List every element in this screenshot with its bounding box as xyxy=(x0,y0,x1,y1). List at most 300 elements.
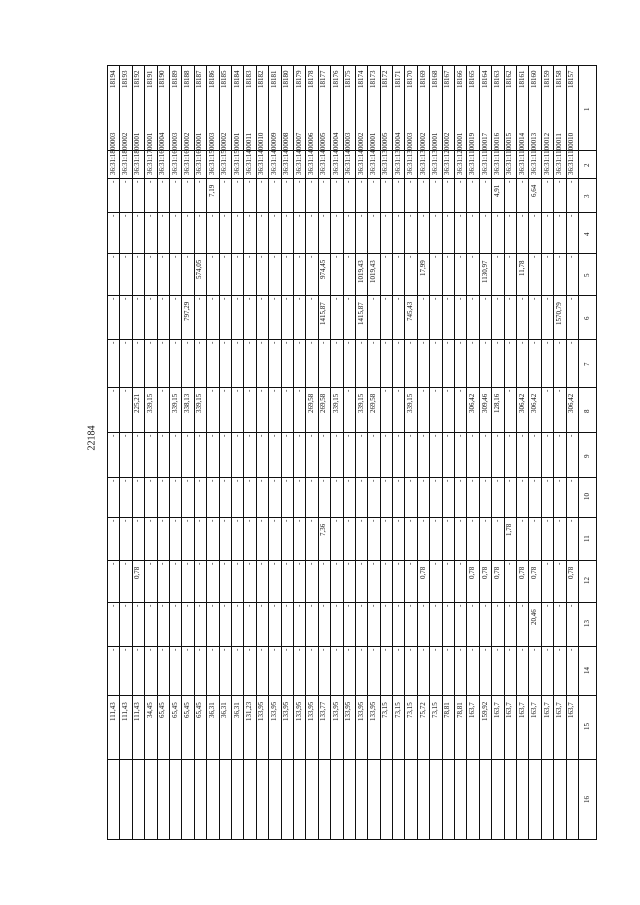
table-cell-text: - xyxy=(455,562,464,565)
table-cell-text: 78,81 xyxy=(443,701,452,718)
table-cell-text: - xyxy=(430,389,439,392)
table-cell-text: - xyxy=(183,214,192,217)
table-cell-text: - xyxy=(170,341,179,344)
table-cell-text: - xyxy=(430,341,439,344)
table-cell-text: - xyxy=(232,255,241,258)
table-cell-text: - xyxy=(158,255,167,258)
table-cell-text: - xyxy=(443,562,452,565)
table-gridline xyxy=(516,65,517,840)
table-cell-text: - xyxy=(443,648,452,651)
table-cell-text: 18188 xyxy=(183,70,192,88)
table-cell-text: - xyxy=(554,180,563,183)
table-cell-text: - xyxy=(418,389,427,392)
table-cell-text: - xyxy=(368,297,377,300)
table-cell-text: 225,21 xyxy=(133,394,142,414)
table-cell-text: 18167 xyxy=(443,70,452,88)
table-cell-text: - xyxy=(220,255,229,258)
table-cell-text: - xyxy=(319,341,328,344)
table-cell-text: 36:31:1400007 xyxy=(294,132,303,175)
table-cell-text: - xyxy=(207,562,216,565)
table-cell-text: - xyxy=(145,341,154,344)
table-cell-text: - xyxy=(195,479,204,482)
table-cell-text: - xyxy=(468,479,477,482)
table-cell-text: - xyxy=(344,648,353,651)
table-gridline xyxy=(169,65,170,840)
table-gridline xyxy=(429,65,430,840)
table-cell-text: - xyxy=(530,434,539,437)
table-cell-text: - xyxy=(108,562,117,565)
table-cell-text: - xyxy=(542,479,551,482)
table-cell-text: - xyxy=(430,604,439,607)
table-cell-text: 18189 xyxy=(170,70,179,88)
table-cell-text: - xyxy=(170,562,179,565)
table-cell-text: - xyxy=(207,297,216,300)
table-cell-text: - xyxy=(542,297,551,300)
table-cell-text: - xyxy=(344,479,353,482)
table-gridline xyxy=(243,65,244,840)
table-cell-text: - xyxy=(195,341,204,344)
table-cell-text: - xyxy=(183,341,192,344)
table-cell-text: - xyxy=(430,562,439,565)
table-cell-text: 36:31:1400008 xyxy=(282,132,291,175)
column-header-text: 1 xyxy=(582,107,591,111)
table-cell-text: - xyxy=(245,562,254,565)
table-cell-text: - xyxy=(170,519,179,522)
table-cell-text: 1130,97 xyxy=(480,260,489,284)
table-cell-text: - xyxy=(344,562,353,565)
table-cell-text: - xyxy=(133,255,142,258)
table-cell-text: 36:31:1200002 xyxy=(443,132,452,175)
table-cell-text: - xyxy=(554,648,563,651)
table-cell-text: 65,45 xyxy=(170,701,179,718)
table-cell-text: - xyxy=(468,434,477,437)
table-cell-text: - xyxy=(381,479,390,482)
table-cell-text: - xyxy=(145,519,154,522)
table-cell-text: - xyxy=(468,519,477,522)
table-cell-text: - xyxy=(344,519,353,522)
table-cell-text: - xyxy=(207,341,216,344)
table-gridline xyxy=(454,65,455,840)
table-cell-text: 18162 xyxy=(505,70,514,88)
table-cell-text: - xyxy=(195,604,204,607)
table-cell-text: - xyxy=(406,604,415,607)
table-cell-text: 18193 xyxy=(121,70,130,88)
table-cell-text: 18175 xyxy=(344,70,353,88)
table-cell-text: 36:31:1100017 xyxy=(480,132,489,175)
table-cell-text: - xyxy=(245,604,254,607)
table-cell-text: 34,45 xyxy=(145,701,154,718)
table-cell-text: - xyxy=(269,255,278,258)
table-cell-text: - xyxy=(232,648,241,651)
table-cell-text: - xyxy=(381,297,390,300)
table-gridline xyxy=(231,65,232,840)
table-cell-text: - xyxy=(207,519,216,522)
table-cell-text: - xyxy=(133,434,142,437)
table-cell-text: 163,7 xyxy=(554,701,563,718)
table-cell-text: 306,42 xyxy=(468,394,477,414)
table-cell-text: - xyxy=(542,214,551,217)
table-cell-text: - xyxy=(133,214,142,217)
table-cell-text: - xyxy=(294,648,303,651)
table-cell-text: - xyxy=(542,341,551,344)
table-cell-text: - xyxy=(393,341,402,344)
table-cell-text: - xyxy=(530,214,539,217)
table-cell-text: - xyxy=(121,479,130,482)
table-cell-text: - xyxy=(282,214,291,217)
table-cell-text: 36:31:1600002 xyxy=(183,132,192,175)
table-cell-text: 339,15 xyxy=(406,394,415,414)
table-cell-text: - xyxy=(443,297,452,300)
table-cell-text: 36:31:1400005 xyxy=(319,132,328,175)
table-cell-text: - xyxy=(294,434,303,437)
table-cell-text: - xyxy=(232,434,241,437)
table-cell-text: 18184 xyxy=(232,70,241,88)
table-cell-text: - xyxy=(381,341,390,344)
table-cell-text: - xyxy=(331,479,340,482)
table-cell-text: - xyxy=(183,255,192,258)
table-cell-text: 18194 xyxy=(108,70,117,88)
table-cell-text: 159,92 xyxy=(480,702,489,722)
table-gridline xyxy=(596,65,597,840)
table-cell-text: - xyxy=(183,180,192,183)
table-cell-text: - xyxy=(554,434,563,437)
table-cell-text: - xyxy=(418,297,427,300)
table-cell-text: 133,95 xyxy=(368,702,377,722)
table-cell-text: - xyxy=(344,434,353,437)
table-cell-text: - xyxy=(269,389,278,392)
table-cell-text: - xyxy=(121,297,130,300)
table-cell-text: 36:31:1400010 xyxy=(257,132,266,175)
table-cell-text: 36:31:1300001 xyxy=(430,132,439,175)
table-cell-text: - xyxy=(505,255,514,258)
table-cell-text: - xyxy=(455,297,464,300)
table-cell-text: - xyxy=(245,214,254,217)
table-cell-text: - xyxy=(195,180,204,183)
table-cell-text: 6,64 xyxy=(530,184,539,197)
table-cell-text: - xyxy=(492,341,501,344)
table-cell-text: - xyxy=(319,434,328,437)
table-cell-text: - xyxy=(269,434,278,437)
table-cell-text: - xyxy=(207,255,216,258)
table-cell-text: - xyxy=(517,180,526,183)
table-cell-text: - xyxy=(542,648,551,651)
table-cell-text: - xyxy=(307,341,315,344)
table-cell-text: - xyxy=(554,519,563,522)
table-cell-text: - xyxy=(195,648,204,651)
table-cell-text: - xyxy=(294,341,303,344)
table-cell-text: - xyxy=(232,297,241,300)
table-cell-text: 339,15 xyxy=(170,394,179,414)
table-cell-text: 36:31:1100019 xyxy=(468,132,477,175)
table-cell-text: - xyxy=(282,341,291,344)
table-cell-text: - xyxy=(269,604,278,607)
table-cell-text: - xyxy=(356,519,365,522)
table-cell-text: - xyxy=(356,341,365,344)
table-cell-text: 36:31:1100012 xyxy=(542,132,551,175)
table-gridline xyxy=(404,65,405,840)
table-cell-text: - xyxy=(356,648,365,651)
table-cell-text: 73,15 xyxy=(406,701,415,718)
table-cell-text: - xyxy=(195,519,204,522)
table-cell-text: 36:31:1400001 xyxy=(368,132,377,175)
table-cell-text: - xyxy=(220,648,229,651)
table-gridline xyxy=(392,65,393,840)
table-cell-text: - xyxy=(145,604,154,607)
column-header-text: 15 xyxy=(582,723,591,730)
table-cell-text: - xyxy=(542,255,551,258)
table-cell-text: - xyxy=(530,519,539,522)
table-cell-text: - xyxy=(455,341,464,344)
table-gridline xyxy=(268,65,269,840)
table-cell-text: - xyxy=(480,519,489,522)
table-cell-text: - xyxy=(530,341,539,344)
table-cell-text: - xyxy=(121,255,130,258)
table-cell-text: 1570,79 xyxy=(554,302,563,326)
table-cell-text: - xyxy=(121,180,130,183)
table-cell-text: - xyxy=(480,604,489,607)
table-cell-text: 128,16 xyxy=(492,394,501,414)
table-cell-text: - xyxy=(121,562,130,565)
table-cell-text: - xyxy=(455,519,464,522)
table-cell-text: - xyxy=(282,604,291,607)
page-number-text: 22184 xyxy=(86,425,98,451)
table-cell-text: - xyxy=(257,434,266,437)
table-cell-text: 36:31:1100010 xyxy=(567,132,576,175)
table-cell-text: - xyxy=(307,180,315,183)
table-cell-text: - xyxy=(170,604,179,607)
table-cell-text: - xyxy=(368,434,377,437)
table-cell-text: 18177 xyxy=(319,70,328,88)
table-cell-text: - xyxy=(567,255,576,258)
table-cell-text: - xyxy=(368,562,377,565)
table-cell-text: - xyxy=(245,389,254,392)
table-cell-text: - xyxy=(294,604,303,607)
table-cell-text: - xyxy=(269,648,278,651)
table-cell-text: 133,95 xyxy=(282,702,291,722)
column-header-text: 9 xyxy=(582,454,591,458)
table-cell-text: - xyxy=(468,255,477,258)
table-cell-text: - xyxy=(331,297,340,300)
table-cell-text: - xyxy=(406,180,415,183)
table-cell-text: - xyxy=(468,341,477,344)
table-cell-text: - xyxy=(145,297,154,300)
table-cell-text: - xyxy=(554,479,563,482)
table-cell-text: 36:31:1500001 xyxy=(232,132,241,175)
table-cell-text: - xyxy=(554,214,563,217)
table-cell-text: - xyxy=(480,180,489,183)
table-cell-text: - xyxy=(443,180,452,183)
table-cell-text: - xyxy=(269,297,278,300)
table-cell-text: - xyxy=(430,479,439,482)
table-cell-text: 36,31 xyxy=(220,701,229,718)
table-cell-text: - xyxy=(418,341,427,344)
table-cell-text: 133,95 xyxy=(294,702,303,722)
table-cell-text: 18190 xyxy=(158,70,167,88)
table-cell-text: - xyxy=(393,604,402,607)
table-cell-text: - xyxy=(542,389,551,392)
table-cell-text: - xyxy=(282,648,291,651)
table-cell-text: - xyxy=(158,562,167,565)
table-cell-text: - xyxy=(245,297,254,300)
table-cell-text: - xyxy=(145,255,154,258)
table-cell-text: - xyxy=(145,479,154,482)
table-cell-text: - xyxy=(257,297,266,300)
table-cell-text: - xyxy=(294,297,303,300)
table-cell-text: 18170 xyxy=(406,70,415,88)
table-cell-text: - xyxy=(183,519,192,522)
table-cell-text: 163,7 xyxy=(468,701,477,718)
table-cell-text: - xyxy=(455,180,464,183)
table-cell-text: - xyxy=(158,479,167,482)
table-cell-text: - xyxy=(368,214,377,217)
table-cell-text: - xyxy=(108,519,117,522)
table-cell-text: - xyxy=(331,604,340,607)
table-cell-text: - xyxy=(480,297,489,300)
table-cell-text: - xyxy=(480,341,489,344)
table-gridline xyxy=(355,65,356,840)
table-cell-text: 339,15 xyxy=(145,394,154,414)
table-cell-text: - xyxy=(381,604,390,607)
table-cell-text: - xyxy=(505,479,514,482)
table-cell-text: 65,45 xyxy=(158,701,167,718)
table-gridline xyxy=(553,65,554,840)
table-cell-text: - xyxy=(418,648,427,651)
table-cell-text: - xyxy=(133,648,142,651)
table-cell-text: - xyxy=(207,434,216,437)
table-cell-text: 338,13 xyxy=(183,394,192,414)
table-cell-text: - xyxy=(505,389,514,392)
table-cell-text: - xyxy=(505,434,514,437)
table-cell-text: - xyxy=(294,180,303,183)
table-cell-text: 1019,43 xyxy=(368,260,377,284)
table-cell-text: 36:31:1600003 xyxy=(170,132,179,175)
table-cell-text: - xyxy=(418,604,427,607)
table-cell-text: - xyxy=(257,389,266,392)
table-cell-text: - xyxy=(220,604,229,607)
table-cell-text: - xyxy=(492,604,501,607)
table-cell-text: 36,31 xyxy=(207,701,216,718)
table-cell-text: - xyxy=(331,341,340,344)
table-cell-text: - xyxy=(381,389,390,392)
table-cell-text: - xyxy=(282,562,291,565)
table-cell-text: 18159 xyxy=(542,70,551,88)
table-gridline xyxy=(305,65,306,840)
table-cell-text: - xyxy=(468,297,477,300)
table-cell-text: - xyxy=(356,479,365,482)
table-cell-text: - xyxy=(220,434,229,437)
table-cell-text: 111,43 xyxy=(121,702,130,722)
table-cell-text: - xyxy=(517,434,526,437)
table-cell-text: 36:31:1400002 xyxy=(356,132,365,175)
column-header-text: 14 xyxy=(582,666,591,674)
table-cell-text: - xyxy=(554,389,563,392)
table-cell-text: - xyxy=(505,648,514,651)
table-cell-text: - xyxy=(145,562,154,565)
table-cell-text: 339,15 xyxy=(195,394,204,414)
table-cell-text: - xyxy=(492,434,501,437)
table-cell-text: - xyxy=(455,255,464,258)
table-cell-text: - xyxy=(393,519,402,522)
table-cell-text: - xyxy=(232,562,241,565)
table-cell-text: - xyxy=(356,180,365,183)
table-cell-text: - xyxy=(121,648,130,651)
table-cell-text: - xyxy=(158,341,167,344)
table-cell-text: - xyxy=(232,214,241,217)
table-cell-text: - xyxy=(443,519,452,522)
table-cell-text: - xyxy=(269,214,278,217)
table-gridline xyxy=(119,65,120,840)
table-cell-text: 339,15 xyxy=(356,394,365,414)
table-cell-text: 36:31:1400004 xyxy=(331,132,340,175)
table-cell-text: - xyxy=(319,180,328,183)
table-cell-text: 36:31:1800003 xyxy=(108,132,117,175)
table-cell-text: 36:31:1300002 xyxy=(418,132,427,175)
table-cell-text: 269,58 xyxy=(368,394,377,414)
table-cell-text: 18163 xyxy=(492,70,501,88)
table-cell-text: - xyxy=(133,604,142,607)
table-cell-text: 0,78 xyxy=(492,566,501,579)
table-cell-text: 18179 xyxy=(294,70,303,88)
column-header-text: 10 xyxy=(582,493,591,500)
table-cell-text: - xyxy=(170,214,179,217)
table-cell-text: 18172 xyxy=(381,70,390,88)
table-cell-text: 133,77 xyxy=(319,702,328,722)
table-cell-text: - xyxy=(567,479,576,482)
table-cell-text: - xyxy=(505,562,514,565)
table-cell-text: - xyxy=(443,255,452,258)
table-cell-text: - xyxy=(307,214,315,217)
table-cell-text: - xyxy=(517,648,526,651)
table-cell-text: - xyxy=(567,519,576,522)
table-cell-text: - xyxy=(282,297,291,300)
table-cell-text: 18158 xyxy=(554,70,563,88)
table-cell-text: - xyxy=(145,648,154,651)
table-cell-text: 18192 xyxy=(133,70,142,88)
table-gridline xyxy=(417,65,418,840)
table-cell-text: 1415,87 xyxy=(356,302,365,326)
table-cell-text: - xyxy=(331,214,340,217)
table-cell-text: 11,78 xyxy=(517,260,526,276)
table-cell-text: - xyxy=(455,389,464,392)
table-cell-text: - xyxy=(269,341,278,344)
table-cell-text: 163,7 xyxy=(530,701,539,718)
table-cell-text: - xyxy=(406,479,415,482)
table-cell-text: - xyxy=(257,180,266,183)
table-cell-text: 36:31:1600004 xyxy=(158,132,167,175)
table-cell-text: - xyxy=(207,648,216,651)
table-cell-text: - xyxy=(492,519,501,522)
table-cell-text: 306,42 xyxy=(567,394,576,414)
table-cell-text: 36:31:1300004 xyxy=(393,132,402,175)
table-cell-text: - xyxy=(517,214,526,217)
table-cell-text: 18174 xyxy=(356,70,365,88)
column-header-text: 8 xyxy=(582,409,591,413)
table-cell-text: - xyxy=(530,648,539,651)
table-cell-text: 7,36 xyxy=(319,523,328,536)
table-cell-text: - xyxy=(307,604,315,607)
table-cell-text: - xyxy=(133,341,142,344)
table-cell-text: - xyxy=(108,297,117,300)
table-cell-text: 20,46 xyxy=(530,608,539,625)
table-cell-text: 111,43 xyxy=(108,702,117,722)
table-cell-text: - xyxy=(183,604,192,607)
table-cell-text: 163,7 xyxy=(517,701,526,718)
table-cell-text: - xyxy=(356,214,365,217)
table-cell-text: - xyxy=(282,434,291,437)
table-cell-text: 797,29 xyxy=(183,302,192,322)
table-gridline xyxy=(541,65,542,840)
table-cell-text: - xyxy=(220,562,229,565)
